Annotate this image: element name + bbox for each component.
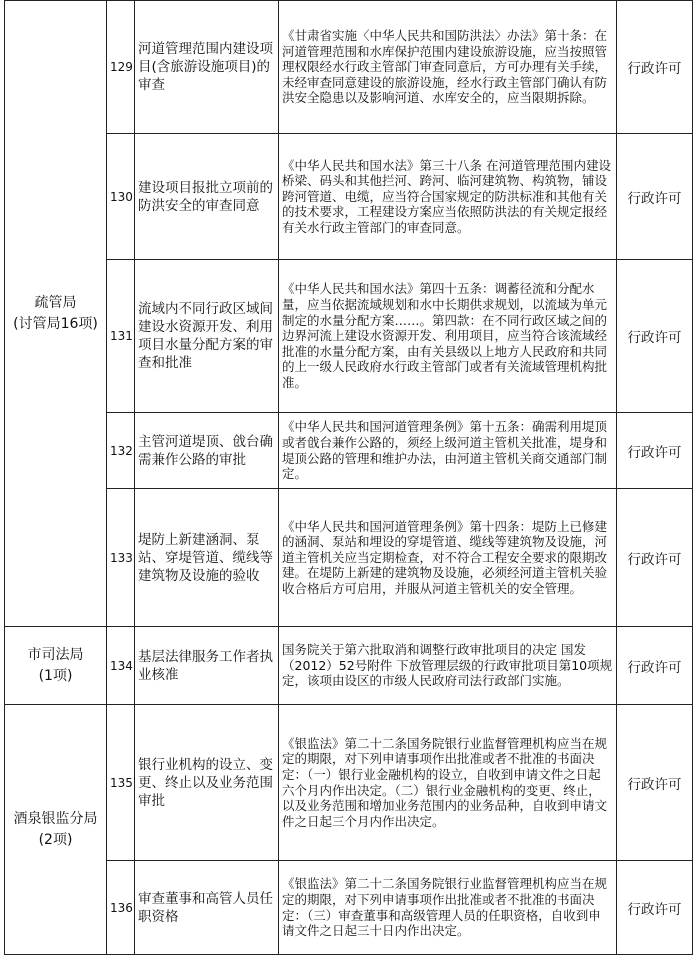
item-category: 行政许可 bbox=[617, 413, 693, 489]
item-category: 行政许可 bbox=[617, 489, 693, 627]
department-cell: 市司法局 (1项) bbox=[5, 627, 107, 705]
item-category: 行政许可 bbox=[617, 1, 693, 134]
item-category: 行政许可 bbox=[617, 627, 693, 705]
item-number: 135 bbox=[107, 705, 135, 861]
item-name: 建设项目报批立项前的防洪安全的审查同意 bbox=[135, 134, 279, 260]
table-row bbox=[5, 489, 693, 627]
item-category: 行政许可 bbox=[617, 861, 693, 955]
item-category: 行政许可 bbox=[617, 705, 693, 861]
item-number: 129 bbox=[107, 1, 135, 134]
table-row bbox=[5, 413, 693, 489]
item-name: 审查董事和高管人员任职资格 bbox=[135, 861, 279, 955]
item-number: 134 bbox=[107, 627, 135, 705]
item-name: 基层法律服务工作者执业核准 bbox=[135, 627, 279, 705]
table-row bbox=[5, 134, 693, 260]
legal-basis: 《甘肃省实施〈中华人民共和国防洪法〉办法》第十条：在河道管理范围和水库保护范围内建设旅游设施，应当按照管理权限经水行政主管部门审查同意后，方可办理有关手续，未经审查同意建设的旅游设施，经水行政主管部门确认有防洪安全隐患以及影响河道、水库安全的，应当限期拆除。 bbox=[279, 1, 617, 134]
item-name: 主管河道堤顶、戗台确需兼作公路的审批 bbox=[135, 413, 279, 489]
item-number: 130 bbox=[107, 134, 135, 260]
legal-basis: 《银监法》第二十二条国务院银行业监督管理机构应当在规定的期限，对下列申请事项作出批准或者不批准的书面决定：（一）银行业金融机构的设立，自收到申请文件之日起六个月内作出决定。（二）银行业金融机构的变更、终止，以及业务范围和增加业务范围内的业务品种，自收到申请文件之日起三个月内作出决定。 bbox=[279, 705, 617, 861]
item-name: 堤防上新建涵洞、泵站、穿堤管道、缆线等建筑物及设施的验收 bbox=[135, 489, 279, 627]
legal-basis: 《银监法》第二十二条国务院银行业监督管理机构应当在规定的期限，对下列申请事项作出批准或者不批准的书面决定：（三）审查董事和高级管理人员的任职资格，自收到申请文件之日起三十日内作出决定。 bbox=[279, 861, 617, 955]
legal-basis: 《中华人民共和国水法》第四十五条：调蓄径流和分配水量，应当依据流域规划和水中长期供求规划，以流域为单元制定的水量分配方案……。第四款：在不同行政区域之间的边界河流上建设水资源开发、利用项目，应当符合该流域经批准的水量分配方案，由有关县级以上地方人民政府和共同的上一级人民政府水行政主管部门或者有关流域管理机构批准。 bbox=[279, 260, 617, 413]
item-category: 行政许可 bbox=[617, 134, 693, 260]
item-name: 银行业机构的设立、变更、终止以及业务范围审批 bbox=[135, 705, 279, 861]
table-row bbox=[5, 705, 693, 861]
item-number: 131 bbox=[107, 260, 135, 413]
item-number: 136 bbox=[107, 861, 135, 955]
legal-basis: 《中华人民共和国河道管理条例》第十四条：堤防上已修建的涵洞、泵站和埋设的穿堤管道、缆线等建筑物及设施，河道主管机关应当定期检查，对不符合工程安全要求的限期改建。在堤防上新建的建筑物及设施，必须经河道主管机关验收合格后方可启用，并服从河道主管机关的安全管理。 bbox=[279, 489, 617, 627]
item-category: 行政许可 bbox=[617, 260, 693, 413]
item-number: 132 bbox=[107, 413, 135, 489]
item-name: 河道管理范围内建设项目(含旅游设施项目)的审查 bbox=[135, 1, 279, 134]
legal-basis: 《中华人民共和国河道管理条例》第十五条：确需利用堤顶或者戗台兼作公路的，须经上级河道主管机关批准，堤身和堤顶公路的管理和维护办法，由河道主管机关商交通部门制定。 bbox=[279, 413, 617, 489]
department-cell: 酒泉银监分局 (2项) bbox=[5, 705, 107, 955]
table-row bbox=[5, 1, 693, 134]
item-number: 133 bbox=[107, 489, 135, 627]
item-name: 流域内不同行政区域间建设水资源开发、利用项目水量分配方案的审查和批准 bbox=[135, 260, 279, 413]
legal-basis: 国务院关于第六批取消和调整行政审批项目的决定 国发（2012）52号附件 下放管理层级的行政审批项目第10项规定，该项由设区的市级人民政府司法行政部门实施。 bbox=[279, 627, 617, 705]
legal-basis: 《中华人民共和国水法》第三十八条 在河道管理范围内建设桥梁、码头和其他拦河、跨河、临河建筑物、构筑物，铺设跨河管道、电缆，应当符合国家规定的防洪标准和其他有关的技术要求，工程建设方案应当依照防洪法的有关规定报经有关水行政主管部门的审查同意。 bbox=[279, 134, 617, 260]
approval-items-table bbox=[4, 0, 693, 955]
table-row bbox=[5, 861, 693, 955]
table-row bbox=[5, 627, 693, 705]
table-row bbox=[5, 260, 693, 413]
department-cell: 疏管局 (讨管局16项) bbox=[5, 1, 107, 627]
